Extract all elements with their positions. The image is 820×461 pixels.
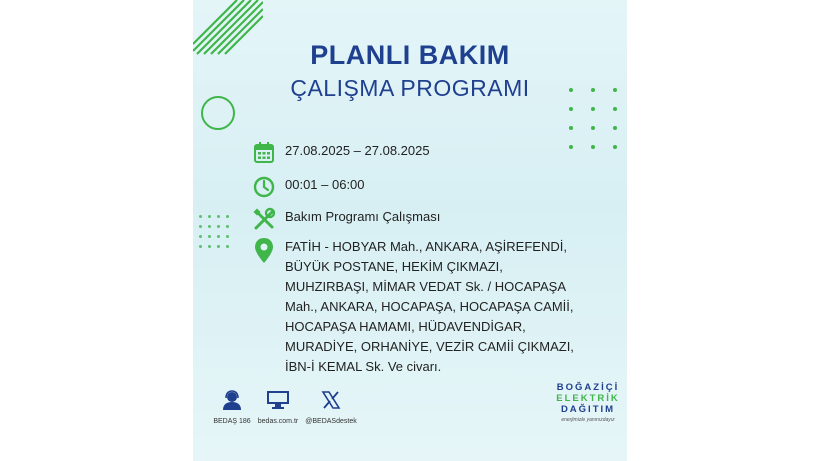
brand-line-1: BOĞAZİÇİ xyxy=(556,382,620,393)
clock-icon xyxy=(253,175,275,199)
time-row xyxy=(253,175,365,199)
decorative-dots-left xyxy=(199,215,229,248)
location-text: FATİH - HOBYAR Mah., ANKARA, AŞİREFENDİ, BÜYÜK POSTANE, HEKİM ÇIKMAZI, MUHZIRBAŞI, MİMAR VEDAT Sk. / HOCAPAŞA Mah., ANKARA, HOCAPAŞA, HOCAPAŞA CAMİİ, HOCAPAŞA HAMAMI, HÜDAVENDİGAR, MURADİYE, ORHANİYE, VEZİR CAMİİ ÇIKMAZI, İBN-İ KEMAL Sk. Ve civarı. xyxy=(285,239,574,374)
location-row xyxy=(253,237,577,377)
time-range: 00:01 – 06:00 xyxy=(285,177,365,192)
work-type: Bakım Programı Çalışması xyxy=(285,209,441,224)
brand-line-2: ELEKTRİK xyxy=(556,393,620,404)
map-pin-icon xyxy=(253,237,275,265)
web-label: bedas.com.tr xyxy=(257,418,299,425)
work-row xyxy=(253,207,440,231)
social-label: @BEDASdestek xyxy=(305,418,357,425)
page-subtitle: ÇALIŞMA PROGRAMI xyxy=(290,75,530,101)
brand-line-3: DAĞITIM xyxy=(560,404,616,415)
x-logo-icon xyxy=(321,390,341,410)
tools-icon xyxy=(253,207,275,231)
phone-label: BEDAŞ 186 xyxy=(213,418,251,425)
footer-social xyxy=(303,390,359,425)
footer-web xyxy=(255,390,301,425)
date-row xyxy=(253,141,430,165)
company-logo xyxy=(553,382,623,426)
monitor-icon xyxy=(266,390,290,410)
announcement-card xyxy=(193,0,627,461)
brand-slogan: enerjimizle yanınızdayız xyxy=(561,417,615,423)
call-center-icon xyxy=(221,390,243,410)
footer-phone xyxy=(211,390,253,425)
calendar-icon xyxy=(253,141,275,165)
date-range: 27.08.2025 – 27.08.2025 xyxy=(285,143,430,158)
page-title: PLANLI BAKIM xyxy=(310,40,510,70)
